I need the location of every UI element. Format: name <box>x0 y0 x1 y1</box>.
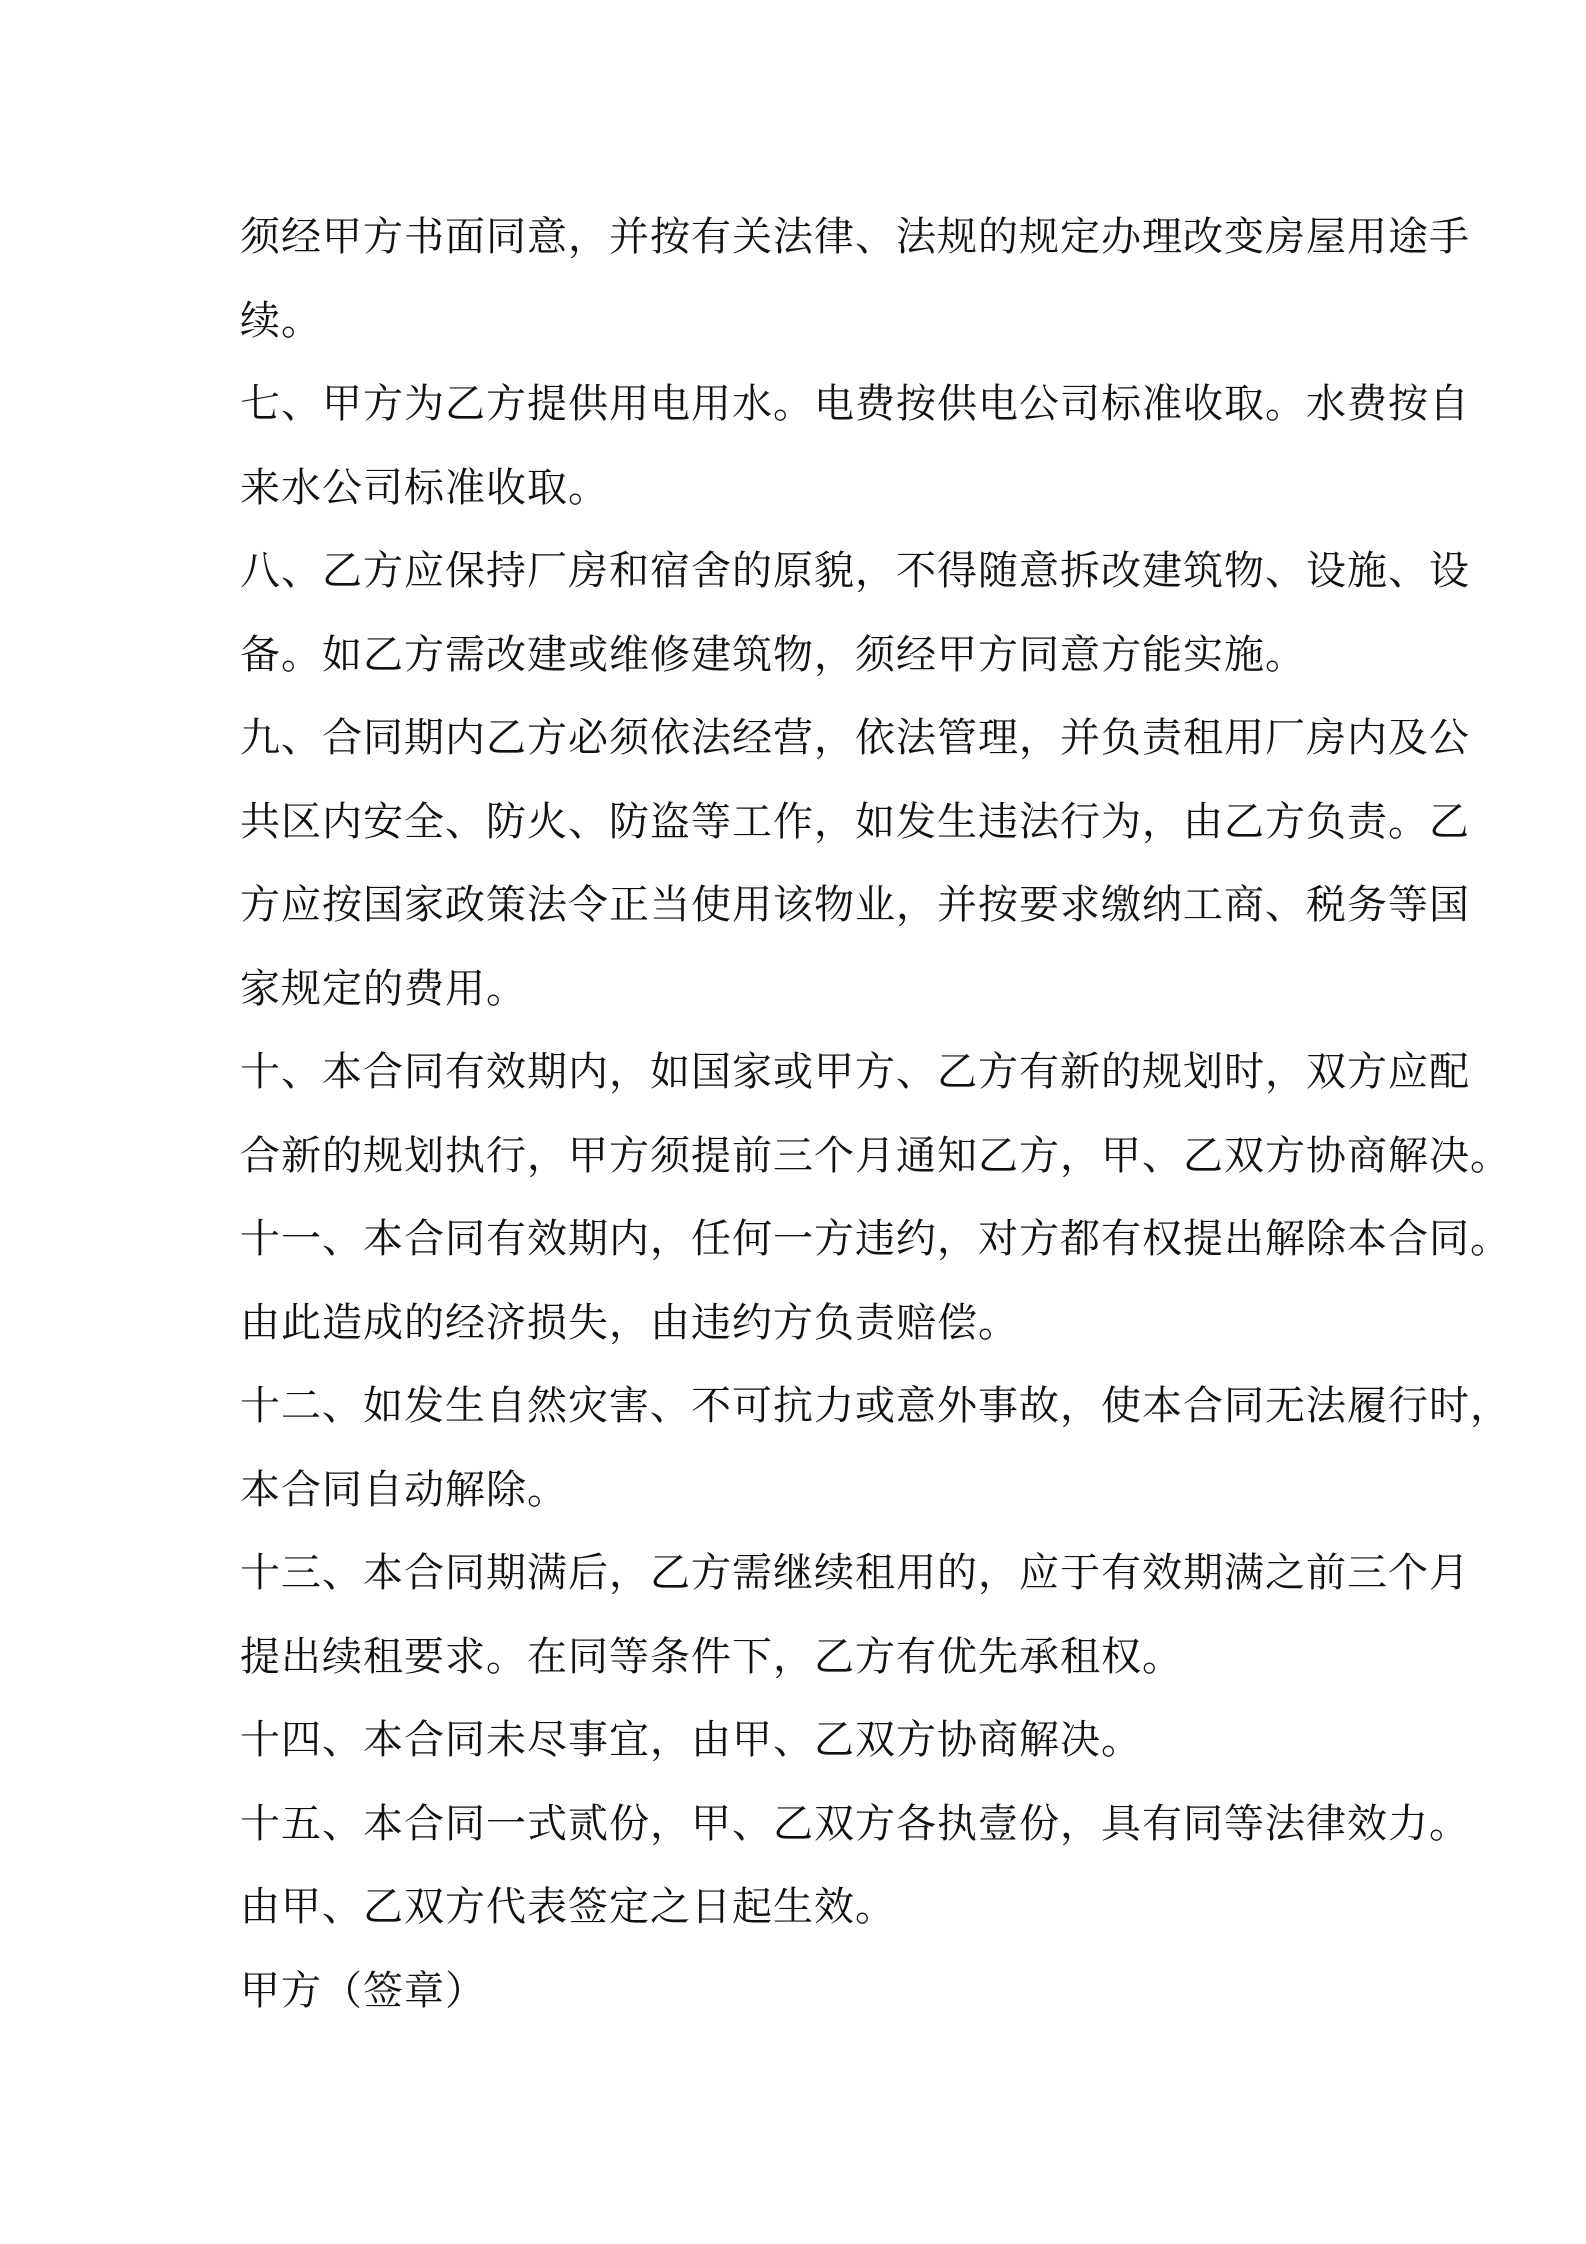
text-line: 十二、如发生自然灾害、不可抗力或意外事故，使本合同无法履行时， <box>240 1383 1511 1429</box>
text-line: 十五、本合同一式贰份，甲、乙双方各执壹份，具有同等法律效力。 <box>240 1800 1470 1847</box>
clause-9 <box>240 697 1470 1031</box>
text-line: 来水公司标准收取。 <box>240 464 609 511</box>
text-line: 须经甲方书面同意，并按有关法律、法规的规定办理改变房屋用途手 <box>240 214 1470 260</box>
text-line: 甲方（签章） <box>240 1967 486 2014</box>
text-line: 八、乙方应保持厂房和宿舍的原貌，不得随意拆改建筑物、设施、设 <box>240 548 1470 594</box>
text-line: 七、甲方为乙方提供用电用水。电费按供电公司标准收取。水费按自 <box>240 381 1470 427</box>
text-line: 十四、本合同未尽事宜，由甲、乙双方协商解决。 <box>240 1717 1142 1763</box>
paragraph-continuation <box>240 196 1470 363</box>
text-line: 本合同自动解除。 <box>240 1466 568 1513</box>
clause-8 <box>240 530 1470 697</box>
text-line: 九、合同期内乙方必须依法经营，依法管理，并负责租用厂房内及公 <box>240 715 1470 761</box>
clause-15 <box>240 1783 1470 1950</box>
document-body <box>240 196 1511 2033</box>
signature-party-a <box>240 1950 1350 2034</box>
text-line: 家规定的费用。 <box>240 965 527 1012</box>
text-line: 十一、本合同有效期内，任何一方违约，对方都有权提出解除本合同。 <box>240 1216 1511 1262</box>
clause-10 <box>240 1031 1511 1198</box>
text-line: 由此造成的经济损失，由违约方负责赔偿。 <box>240 1299 1019 1346</box>
text-line: 备。如乙方需改建或维修建筑物，须经甲方同意方能实施。 <box>240 631 1306 678</box>
clause-14 <box>240 1699 1350 1783</box>
text-line: 共区内安全、防火、防盗等工作，如发生违法行为，由乙方负责。乙 <box>240 798 1470 845</box>
clause-7 <box>240 363 1470 530</box>
clause-11 <box>240 1198 1511 1365</box>
clause-13 <box>240 1532 1470 1699</box>
text-line: 方应按国家政策法令正当使用该物业，并按要求缴纳工商、税务等国 <box>240 882 1470 928</box>
text-line: 十、本合同有效期内，如国家或甲方、乙方有新的规划时，双方应配 <box>240 1049 1470 1095</box>
text-line: 合新的规划执行，甲方须提前三个月通知乙方，甲、乙双方协商解决。 <box>240 1132 1511 1179</box>
text-line: 由甲、乙双方代表签定之日起生效。 <box>240 1884 896 1930</box>
text-line: 提出续租要求。在同等条件下，乙方有优先承租权。 <box>240 1633 1183 1680</box>
clause-12 <box>240 1365 1511 1532</box>
text-line: 续。 <box>240 297 322 344</box>
text-line: 十三、本合同期满后，乙方需继续租用的，应于有效期满之前三个月 <box>240 1550 1470 1596</box>
